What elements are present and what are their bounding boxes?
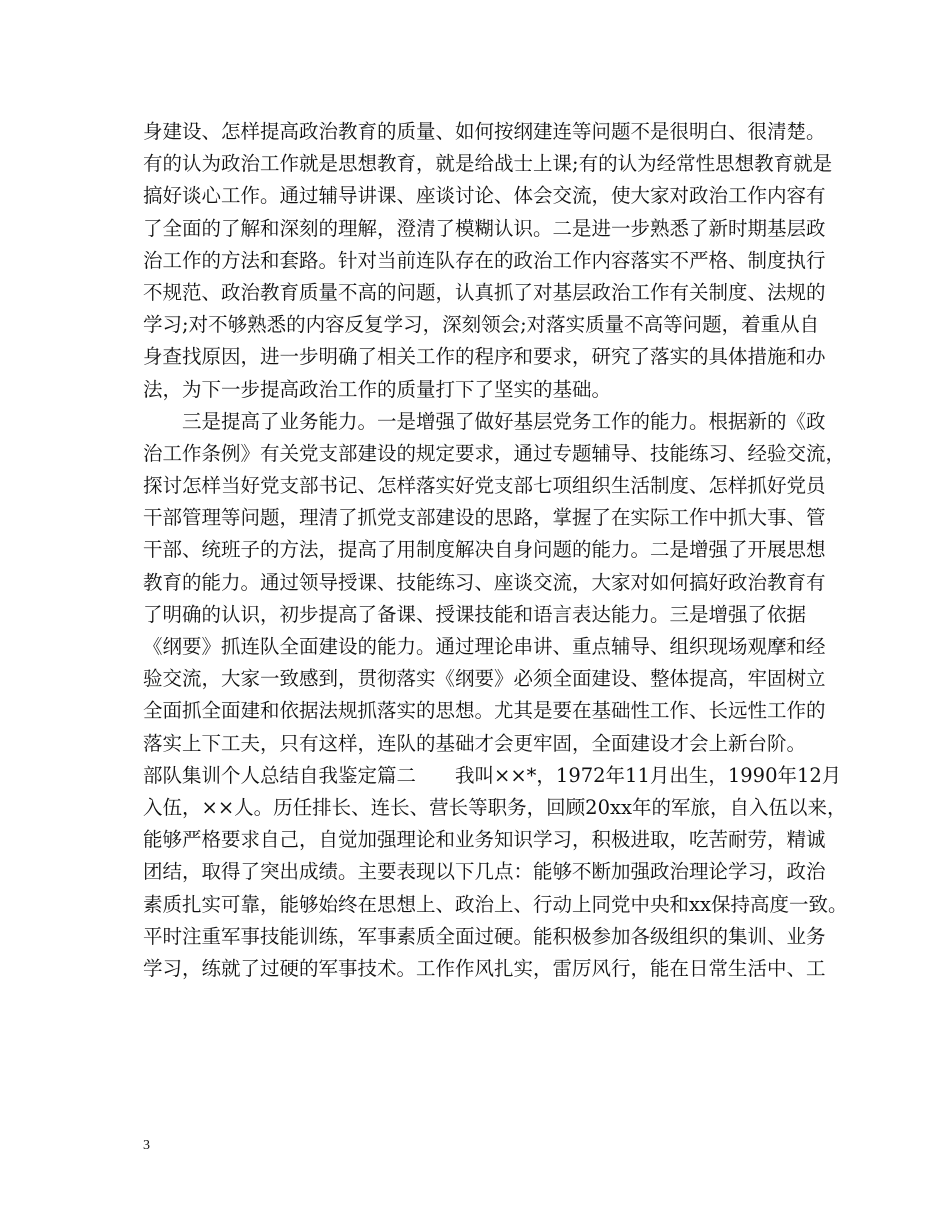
text-line: 素质扎实可靠，能够始终在思想上、政治上、行动上同党中央和xx保持高度一致。 <box>143 892 848 916</box>
text-line: 全面抓全面建和依据法规抓落实的思想。尤其是要在基础性工作、长远性工作的 <box>143 699 826 723</box>
body-text <box>143 116 848 985</box>
text-line: 《纲要》抓连队全面建设的能力。通过理论串讲、重点辅导、组织现场观摩和经 <box>143 635 826 658</box>
text-line: 探讨怎样当好党支部书记、怎样落实好党支部七项组织生活制度、怎样抓好党员 <box>143 474 826 498</box>
text-line: 学习;对不够熟悉的内容反复学习，深刻领会;对落实质量不高等问题，着重从自 <box>143 313 820 337</box>
text-line: 了明确的认识，初步提高了备课、授课技能和语言表达能力。三是增强了依据 <box>143 602 807 626</box>
text-line: 学习，练就了过硬的军事技术。工作作风扎实，雷厉风行，能在日常生活中、工 <box>143 956 826 980</box>
text-line: 治工作条例》有关党支部建设的规定要求，通过专题辅导、技能练习、经验交流， <box>143 441 846 465</box>
text-line: 能够严格要求自己，自觉加强理论和业务知识学习，积极进取，吃苦耐劳，精诚 <box>143 828 826 852</box>
text-line: 团结，取得了突出成绩。主要表现以下几点：能够不断加强政治理论学习，政治 <box>143 860 826 884</box>
text-line: 部队集训个人总结自我鉴定篇二 我叫××*，1972年11月出生，1990年12月 <box>143 763 842 787</box>
text-line: 落实上下工夫，只有这样，连队的基础才会更牢固，全面建设才会上新台阶。 <box>143 731 807 755</box>
text-line: 法，为下一步提高政治工作的质量打下了坚实的基础。 <box>143 377 612 401</box>
text-line: 验交流，大家一致感到，贯彻落实《纲要》必须全面建设、整体提高，牢固树立 <box>143 667 826 691</box>
page-number: 3 <box>143 1138 150 1153</box>
text-line: 入伍，××人。历任排长、连长、营长等职务，回顾20xx年的军旅，自入伍以来， <box>143 795 847 819</box>
text-line: 了全面的了解和深刻的理解，澄清了模糊认识。二是进一步熟悉了新时期基层政 <box>143 216 826 240</box>
text-line: 不规范、政治教育质量不高的问题，认真抓了对基层政治工作有关制度、法规的 <box>143 280 826 304</box>
text-line: 干部、统班子的方法，提高了用制度解决自身问题的能力。二是增强了开展思想 <box>143 538 826 562</box>
text-line: 身查找原因，进一步明确了相关工作的程序和要求，研究了落实的具体措施和办 <box>143 345 826 369</box>
text-line: 身建设、怎样提高政治教育的质量、如何按纲建连等问题不是很明白、很清楚。 <box>143 120 826 143</box>
text-line: 搞好谈心工作。通过辅导讲课、座谈讨论、体会交流，使大家对政治工作内容有 <box>143 184 826 208</box>
text-line: 教育的能力。通过领导授课、技能练习、座谈交流，大家对如何搞好政治教育有 <box>143 570 826 594</box>
text-line: 三是提高了业务能力。一是增强了做好基层党务工作的能力。根据新的《政 <box>182 409 826 433</box>
text-line: 治工作的方法和套路。针对当前连队存在的政治工作内容落实不严格、制度执行 <box>143 248 826 272</box>
text-line: 干部管理等问题，理清了抓党支部建设的思路，掌握了在实际工作中抓大事、管 <box>143 506 826 530</box>
text-line: 有的认为政治工作就是思想教育，就是给战士上课;有的认为经常性思想教育就是 <box>143 152 833 176</box>
text-line: 平时注重军事技能训练，军事素质全面过硬。能积极参加各级组织的集训、业务 <box>143 924 826 948</box>
